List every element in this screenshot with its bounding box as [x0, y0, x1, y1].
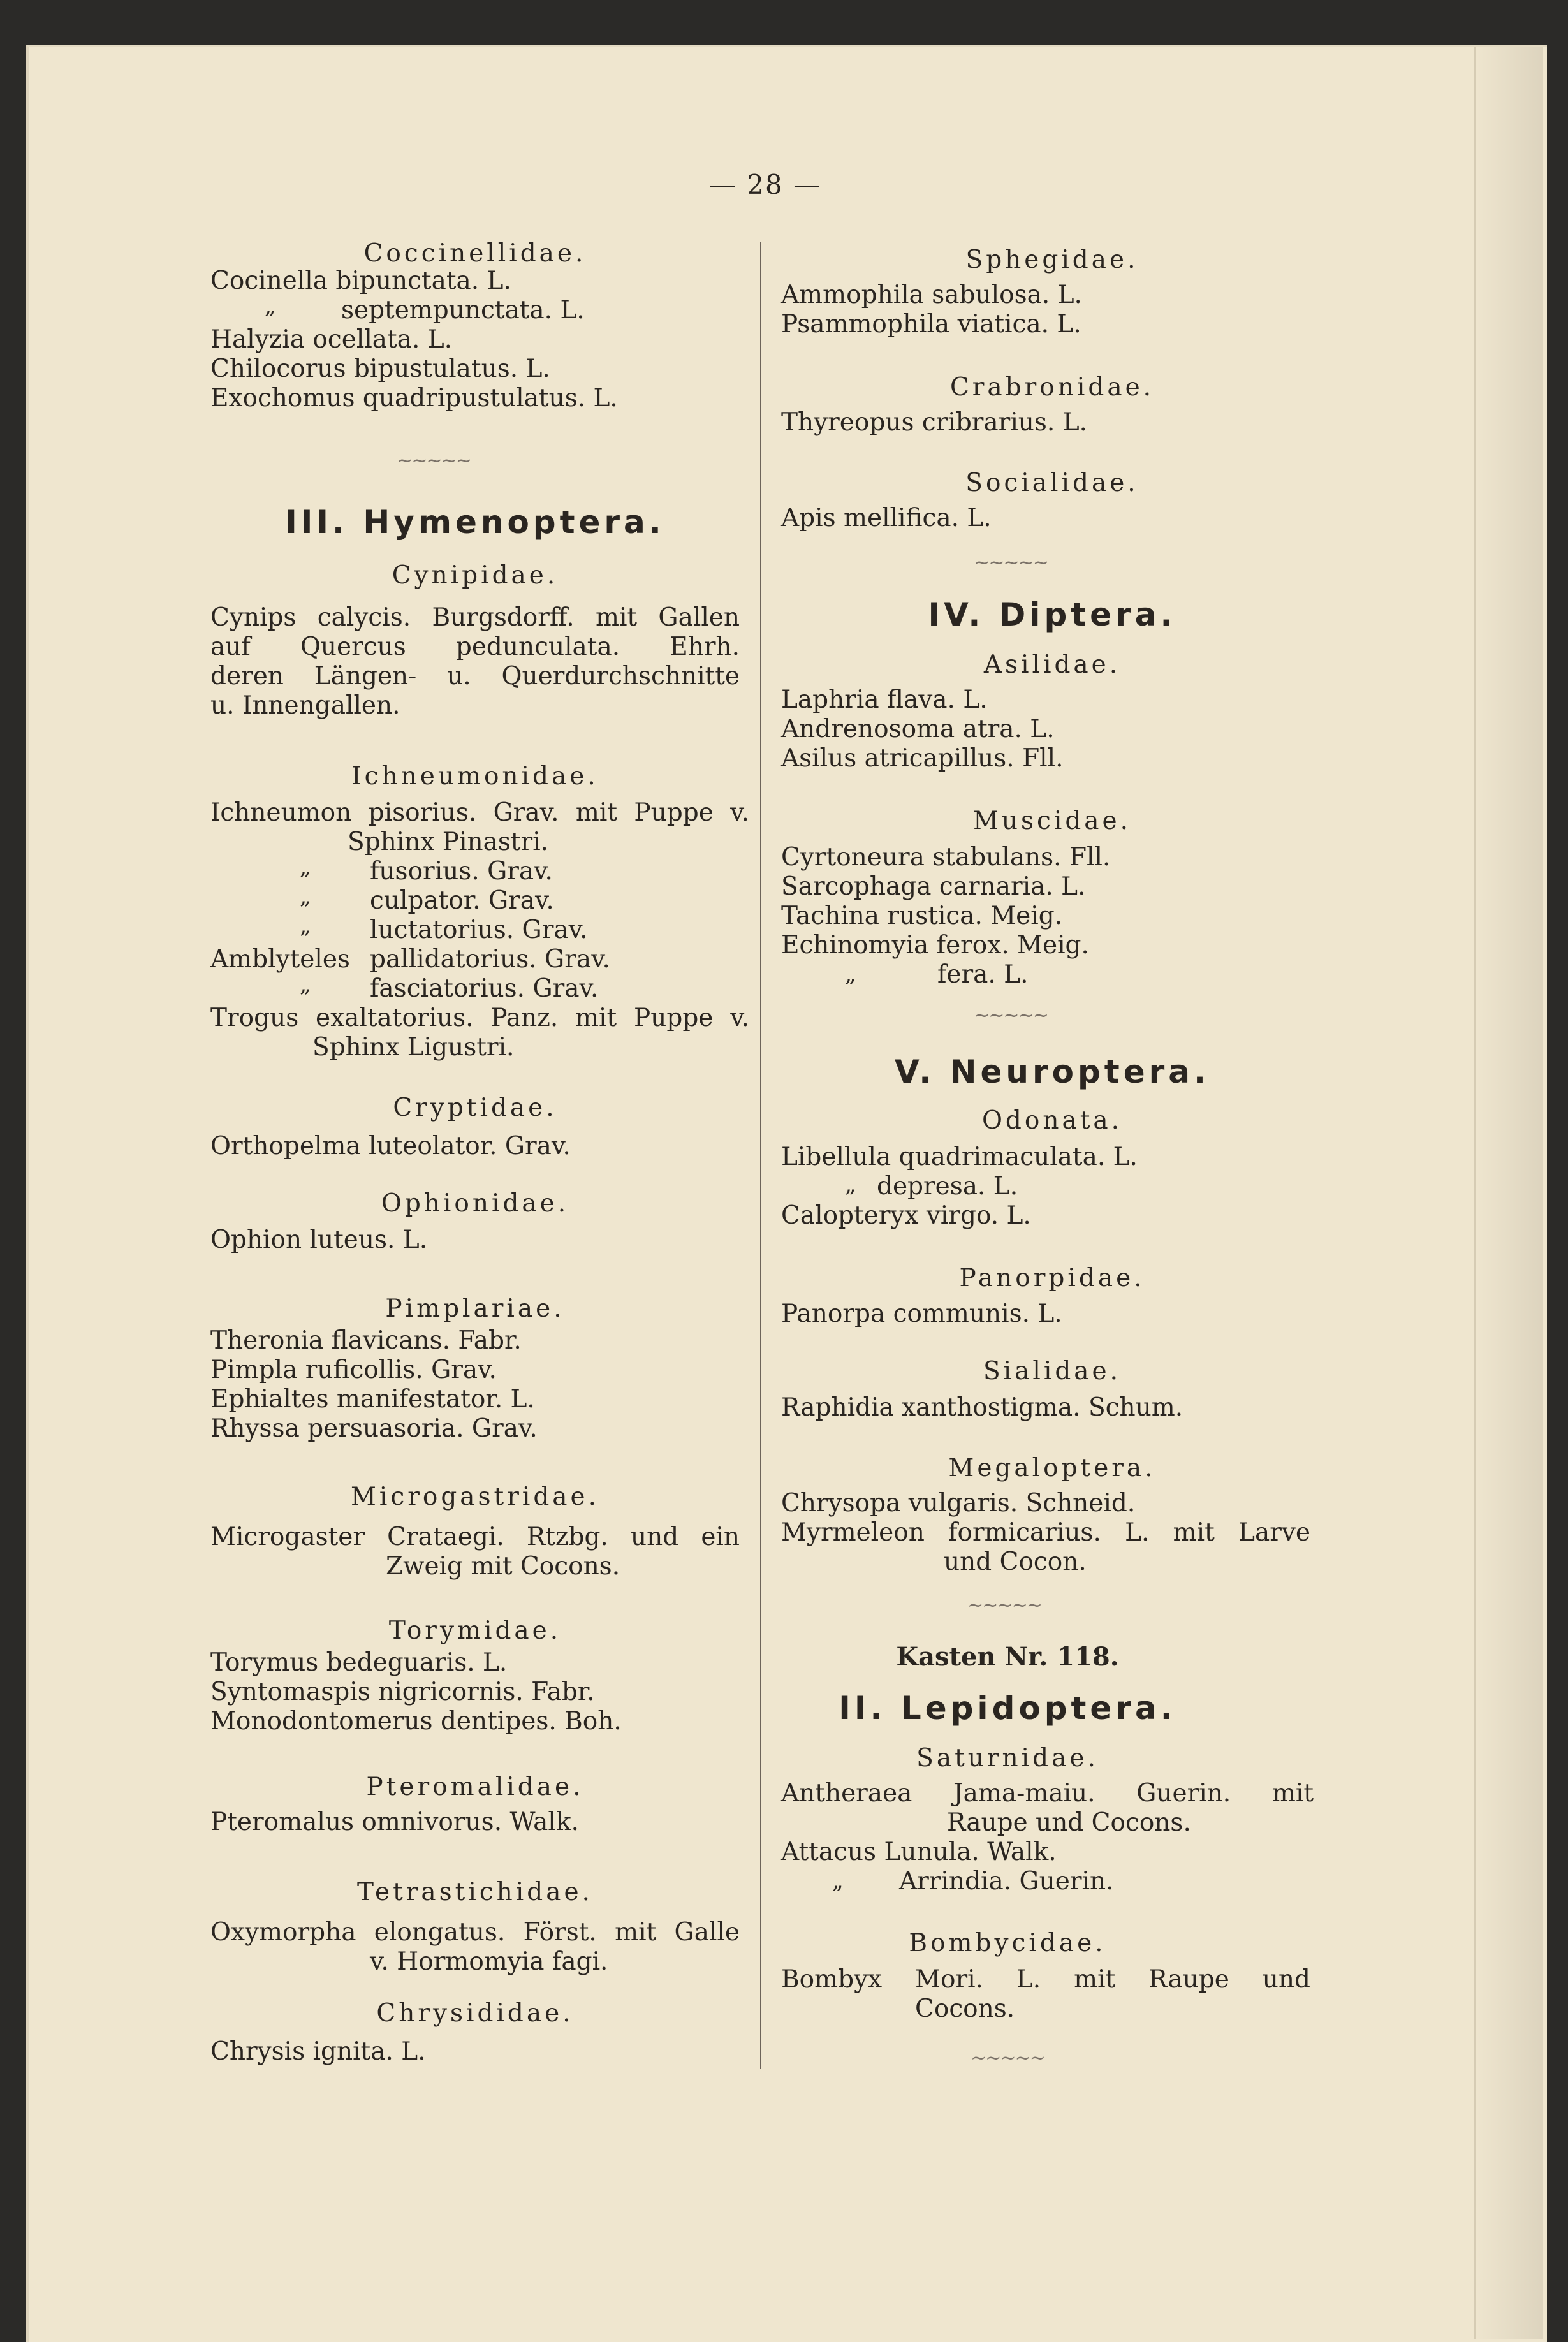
species-entry: Thyreopus cribrarius. L. — [781, 408, 1088, 437]
species-entry: Chrysis ignita. L. — [210, 2037, 426, 2066]
family-heading: Asilidae. — [983, 650, 1121, 679]
ditto-mark: „ — [300, 854, 311, 880]
page-number: — 28 — — [708, 169, 822, 200]
species-entry: Orthopelma luteolator. Grav. — [210, 1132, 571, 1160]
order-heading: IV. Diptera. — [928, 596, 1176, 633]
ditto-mark: „ — [300, 913, 311, 939]
species-entry: deren Längen- u. Querdurchschnitte — [210, 662, 740, 691]
species-entry: u. Innengallen. — [210, 691, 400, 720]
species-entry: culpator. Grav. — [370, 886, 554, 915]
species-entry: und Cocon. — [944, 1548, 1087, 1576]
species-entry: Bombyx Mori. L. mit Raupe und — [781, 1965, 1310, 1994]
species-entry: Andrenosoma atra. L. — [781, 715, 1055, 743]
species-entry: Ichneumon pisorius. Grav. mit Puppe v. — [210, 798, 749, 827]
species-entry: luctatorius. Grav. — [370, 916, 588, 944]
ditto-mark: „ — [300, 972, 311, 997]
species-entry: Monodontomerus dentipes. Boh. — [210, 1707, 622, 1736]
ornament-separator: ~~~~~ — [974, 1004, 1048, 1027]
species-entry: v. Hormomyia fagi. — [370, 1947, 608, 1976]
species-entry: Cyrtoneura stabulans. Fll. — [781, 843, 1111, 872]
family-heading: Crabronidae. — [949, 373, 1155, 402]
species-entry: Laphria flava. L. — [781, 685, 988, 714]
species-entry: Panorpa communis. L. — [781, 1299, 1062, 1328]
species-entry: Sarcophaga carnaria. L. — [781, 872, 1086, 901]
species-entry: Ephialtes manifestator. L. — [210, 1385, 535, 1414]
species-entry: Tachina rustica. Meig. — [781, 902, 1063, 930]
family-heading: Coccinellidae. — [363, 239, 587, 268]
species-entry: Oxymorpha elongatus. Först. mit Galle — [210, 1918, 740, 1947]
family-heading: Torymidae. — [388, 1616, 562, 1645]
family-heading: Pteromalidae. — [366, 1773, 584, 1801]
family-heading: Socialidae. — [965, 469, 1139, 497]
species-entry: Cocons. — [915, 1994, 1015, 2023]
species-entry: Ophion luteus. L. — [210, 1226, 428, 1254]
species-entry: Sphinx Pinastri. — [348, 828, 549, 856]
family-heading: Pimplariae. — [385, 1294, 565, 1323]
box-number-heading: Kasten Nr. 118. — [896, 1642, 1119, 1672]
species-entry: Chrysopa vulgaris. Schneid. — [781, 1489, 1136, 1518]
species-entry: Myrmeleon formicarius. L. mit Larve — [781, 1518, 1310, 1547]
species-entry: Halyzia ocellata. L. — [210, 325, 453, 354]
species-entry: Psammophila viatica. L. — [781, 310, 1081, 339]
species-entry: Torymus bedeguaris. L. — [210, 1648, 508, 1677]
family-heading: Saturnidae. — [916, 1744, 1099, 1773]
family-heading: Ophionidae. — [381, 1189, 569, 1218]
species-entry: Asilus atricapillus. Fll. — [781, 744, 1064, 773]
species-entry: Pimpla ruficollis. Grav. — [210, 1356, 497, 1384]
species-entry: fera. L. — [937, 960, 1029, 989]
family-heading: Microgastridae. — [350, 1482, 600, 1511]
ditto-mark: „ — [300, 884, 311, 909]
species-entry: fusorius. Grav. — [370, 857, 553, 886]
species-entry: Sphinx Ligustri. — [312, 1033, 515, 1062]
ornament-separator: ~~~~~ — [971, 2047, 1044, 2069]
family-heading: Sialidae. — [983, 1357, 1122, 1386]
species-entry: Exochomus quadripustulatus. L. — [210, 384, 618, 413]
family-heading: Bombycidae. — [909, 1929, 1106, 1958]
family-heading: Panorpidae. — [959, 1264, 1145, 1292]
species-entry: Arrindia. Guerin. — [899, 1867, 1114, 1896]
family-heading: Muscidae. — [972, 807, 1132, 835]
species-entry: Attacus Lunula. Walk. — [781, 1838, 1057, 1866]
species-entry: Raupe und Cocons. — [947, 1808, 1191, 1837]
species-entry: Raphidia xanthostigma. Schum. — [781, 1393, 1183, 1422]
ornament-separator: ~~~~~ — [397, 450, 471, 472]
genus-label: Amblyteles — [210, 945, 350, 974]
family-heading: Ichneumonidae. — [351, 762, 599, 791]
species-entry: depresa. L. — [877, 1172, 1018, 1201]
family-heading: Tetrastichidae. — [357, 1878, 593, 1907]
ditto-mark: „ — [265, 293, 276, 319]
species-entry: Rhyssa persuasoria. Grav. — [210, 1414, 538, 1443]
species-entry: Theronia flavicans. Fabr. — [210, 1326, 522, 1355]
family-heading: Cryptidae. — [393, 1094, 557, 1122]
species-entry: Trogus exaltatorius. Panz. mit Puppe v. — [210, 1004, 749, 1032]
species-entry: septempunctata. L. — [341, 296, 585, 325]
species-entry: Apis mellifica. L. — [781, 504, 992, 532]
species-entry: Calopteryx virgo. L. — [781, 1201, 1031, 1230]
order-heading: II. Lepidoptera. — [839, 1690, 1176, 1727]
species-entry: Ammophila sabulosa. L. — [781, 281, 1082, 309]
species-entry: auf Quercus pedunculata. Ehrh. — [210, 633, 740, 661]
species-entry: Echinomyia ferox. Meig. — [781, 931, 1089, 960]
family-heading: Cynipidae. — [392, 561, 559, 590]
order-heading: V. Neuroptera. — [894, 1053, 1210, 1090]
family-heading: Odonata. — [981, 1106, 1123, 1135]
species-entry: Syntomaspis nigricornis. Fabr. — [210, 1678, 595, 1706]
species-entry: Cocinella bipunctata. L. — [210, 267, 511, 295]
species-entry: Cynips calycis. Burgsdorff. mit Gallen — [210, 603, 740, 632]
species-entry: Zweig mit Cocons. — [386, 1552, 620, 1581]
order-heading: III. Hymenoptera. — [285, 504, 665, 541]
family-heading: Megaloptera. — [948, 1454, 1156, 1482]
ornament-separator: ~~~~~ — [974, 552, 1048, 574]
ornament-separator: ~~~~~ — [967, 1594, 1041, 1616]
species-entry: Antheraea Jama-maiu. Guerin. mit — [781, 1779, 1314, 1808]
ditto-mark: „ — [845, 1172, 856, 1197]
ditto-mark: „ — [845, 962, 856, 987]
ditto-mark: „ — [832, 1868, 844, 1894]
species-entry: pallidatorius. Grav. — [370, 945, 610, 974]
species-entry: Libellula quadrimaculata. L. — [781, 1143, 1138, 1171]
column-divider — [760, 242, 761, 2069]
species-entry: Pteromalus omnivorus. Walk. — [210, 1808, 579, 1836]
family-heading: Chrysididae. — [376, 1999, 574, 2028]
species-entry: Microgaster Crataegi. Rtzbg. und ein — [210, 1523, 740, 1551]
species-entry: Chilocorus bipustulatus. L. — [210, 355, 550, 383]
page-shadow — [1473, 47, 1543, 2339]
species-entry: fasciatorius. Grav. — [370, 974, 599, 1003]
family-heading: Sphegidae. — [965, 245, 1139, 274]
